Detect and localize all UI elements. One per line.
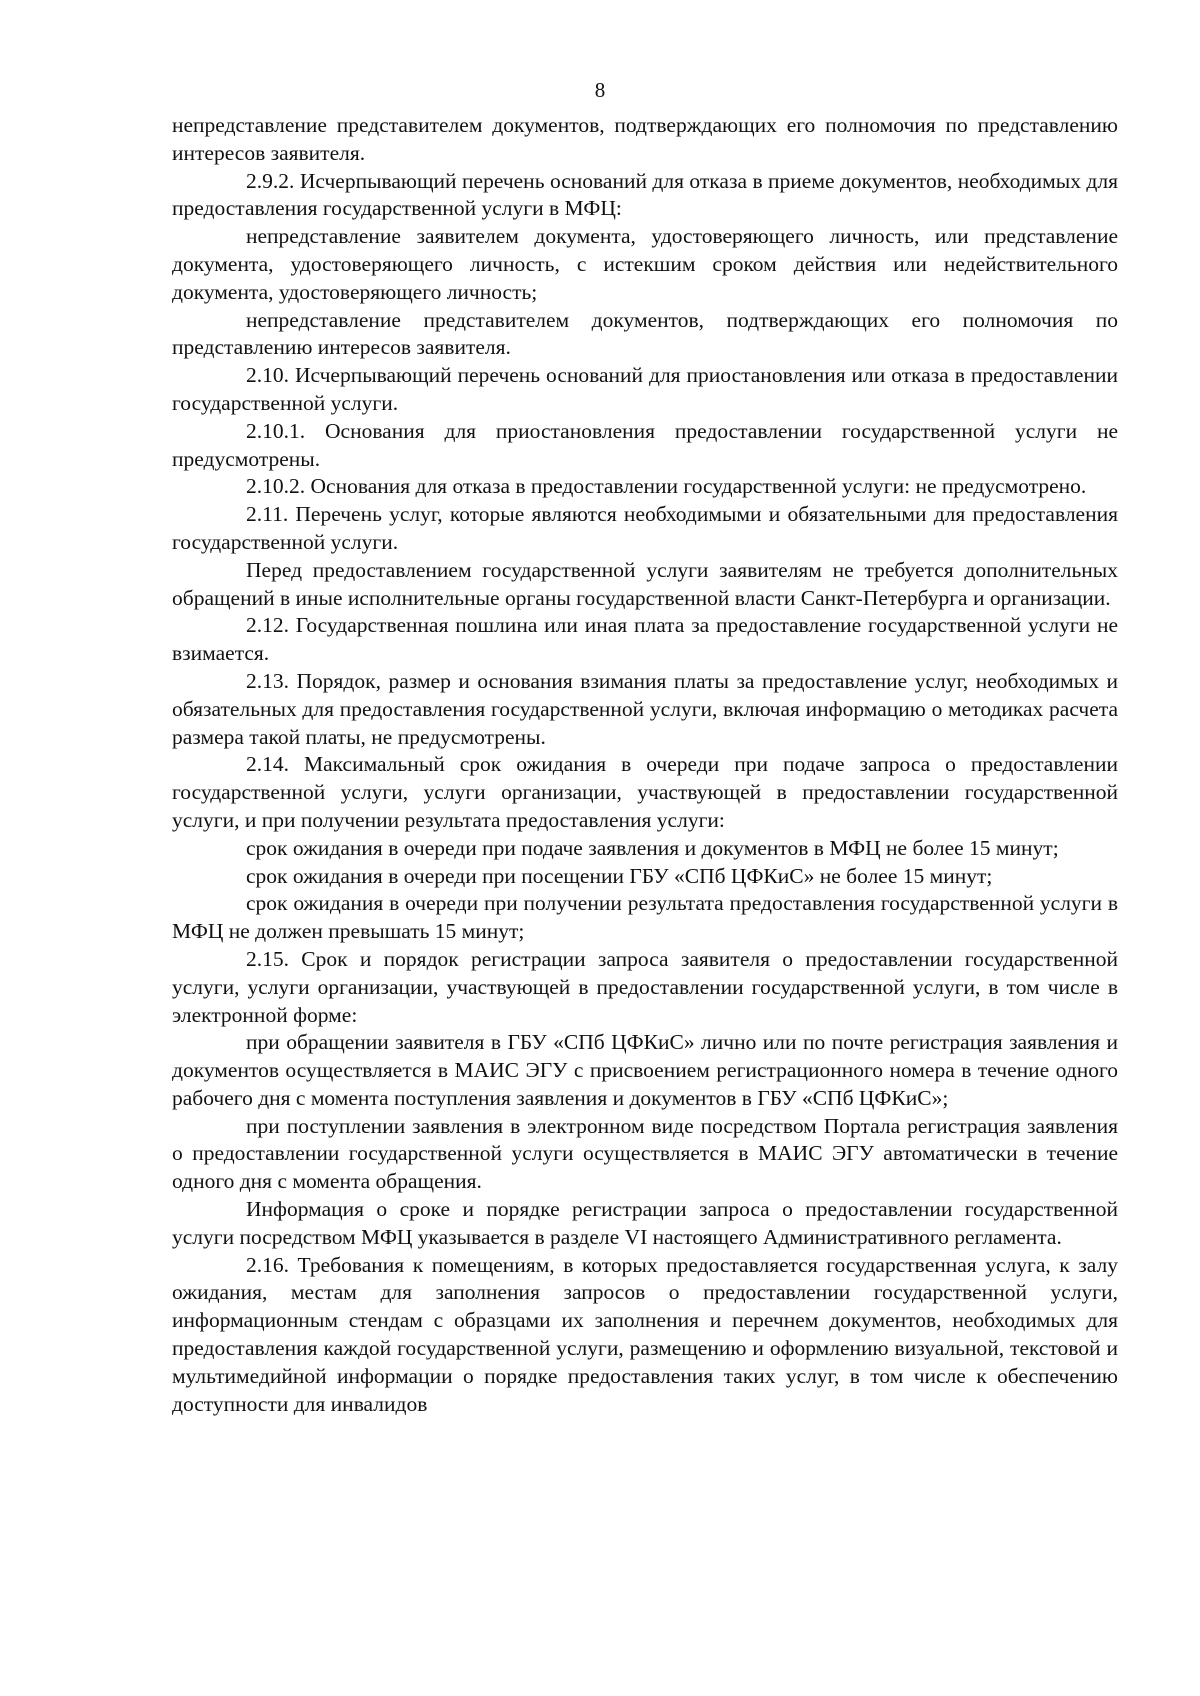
paragraph: непредставление заявителем документа, удостоверяющего личность, или представление документа, удостоверяющего личность, с истекшим сроком действия или недействительного документа, удостоверяющего личность;: [172, 224, 1118, 304]
paragraph: 2.10. Исчерпывающий перечень оснований для приостановления или отказа в предоставлении государственной услуги.: [172, 363, 1118, 415]
paragraph: непредставление представителем документов, подтверждающих его полномочия по представлению интересов заявителя.: [172, 113, 1118, 165]
document-body: [172, 112, 1118, 1418]
paragraph: 2.13. Порядок, размер и основания взимания платы за предоставление услуг, необходимых и обязательных для предоставления государственной услуги, включая информацию о методиках расчета размера такой платы, не предусмотрены.: [172, 668, 1118, 749]
paragraph: 2.11. Перечень услуг, которые являются необходимыми и обязательными для предоставления государственной услуги.: [172, 502, 1118, 554]
paragraph: 2.9.2. Исчерпывающий перечень оснований для отказа в приеме документов, необходимых для предоставления государственной услуги в МФЦ:: [172, 168, 1118, 221]
paragraph: 2.12. Государственная пошлина или иная плата за предоставление государственной услуги не взимается.: [172, 613, 1118, 666]
page-number: 8: [594, 78, 606, 102]
paragraph: 2.10.1. Основания для приостановления предоставлении государственной услуги не предусмотрены.: [172, 418, 1118, 471]
paragraph: срок ожидания в очереди при подаче заявления и документов в МФЦ не более 15 минут;: [246, 835, 1059, 860]
paragraph: при обращении заявителя в ГБУ «СПб ЦФКиС» лично или по почте регистрация заявления и документов осуществляется в МАИС ЭГУ с присвоением регистрационного номера в течение одного рабочего дня с момента поступления заявления и документов в ГБУ «СПб ЦФКиС»;: [172, 1030, 1118, 1110]
paragraph: 2.10.2. Основания для отказа в предоставлении государственной услуги: не предусмотрено.: [246, 474, 1087, 499]
paragraph: непредставление представителем документов, подтверждающих его полномочия по представлению интересов заявителя.: [172, 307, 1118, 360]
paragraph: 2.16. Требования к помещениям, в которых предоставляется государственная услуга, к залу ожидания, местам для заполнения запросов о предоставлении государственной услуги, информационным стендам с образцами их заполнения и перечнем документов, необходимых для предоставления каждой государственной услуги, размещению и оформлению визуальной, текстовой и мультимедийной информации о порядке предоставления таких услуг, в том числе к обеспечению доступности для инвалидов: [172, 1252, 1118, 1416]
paragraph: при поступлении заявления в электронном виде посредством Портала регистрация заявления о предоставлении государственной услуги осуществляется в МАИС ЭГУ автоматически в течение одного дня с момента обращения.: [172, 1113, 1118, 1194]
paragraph: Информация о сроке и порядке регистрации запроса о предоставлении государственной услуги посредством МФЦ указывается в разделе VI настоящего Административного регламента.: [172, 1197, 1118, 1249]
paragraph: 2.15. Срок и порядок регистрации запроса заявителя о предоставлении государственной услуги, услуги организации, участвующей в предоставлении государственной услуги, в том числе в электронной форме:: [172, 946, 1118, 1027]
paragraph: Перед предоставлением государственной услуги заявителям не требуется дополнительных обращений в иные исполнительные органы государственной власти Санкт-Петербурга и организации.: [172, 557, 1118, 610]
paragraph: 2.14. Максимальный срок ожидания в очереди при подаче запроса о предоставлении государственной услуги, услуги организации, участвующей в предоставлении государственной услуги, и при получении результата предоставления услуги:: [172, 752, 1118, 832]
paragraph: срок ожидания в очереди при посещении ГБУ «СПб ЦФКиС» не более 15 минут;: [246, 863, 993, 888]
paragraph: срок ожидания в очереди при получении результата предоставления государственной услуги в МФЦ не должен превышать 15 минут;: [172, 891, 1118, 944]
